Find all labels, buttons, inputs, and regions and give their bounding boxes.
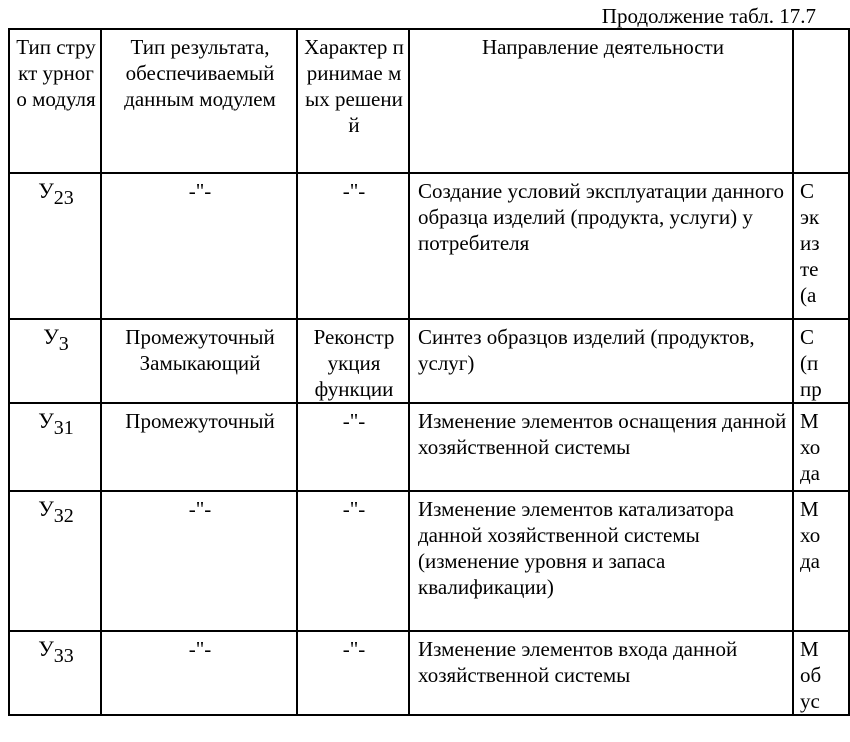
direction-cell: Синтез образцов изделий (продуктов, услуг) [409, 319, 793, 403]
direction-cell: Создание условий эксплуатации данного образца изделий (продукта, услуги) у потребителя [409, 173, 793, 319]
result-cell: -"- [101, 631, 297, 715]
table-container [8, 28, 828, 712]
character-cell: -"- [297, 491, 409, 631]
header-decision-character: Характер принимае мых решений [297, 29, 409, 173]
header-module-type: Тип структ урного модуля [9, 29, 101, 173]
table-row [9, 631, 849, 715]
header-activity-direction: Направление деятельности [409, 29, 793, 173]
direction-cell: Изменение элементов катализатора данной хозяйственной системы (изменение уровня и запаса квалификации) [409, 491, 793, 631]
module-code: $У_{33}$ [9, 631, 101, 715]
result-cell: -"- [101, 173, 297, 319]
character-cell: Реконстр укция функции [297, 319, 409, 403]
header-result-type: Тип результата, обеспечиваемый данным модулем [101, 29, 297, 173]
table-caption: Продолжение табл. 17.7 [601, 4, 816, 28]
result-cell: Промежуточный Замыкающий [101, 319, 297, 403]
character-cell: -"- [297, 173, 409, 319]
table-row [9, 173, 849, 319]
table-row [9, 319, 849, 403]
table-row [9, 491, 849, 631]
module-code: $У_{31}$ [9, 403, 101, 491]
result-cell: -"- [101, 491, 297, 631]
table-header-row [9, 29, 849, 173]
header-last-column [793, 29, 849, 173]
direction-cell: Изменение элементов входа данной хозяйственной системы [409, 631, 793, 715]
module-code: $У_{23}$ [9, 173, 101, 319]
character-cell: -"- [297, 403, 409, 491]
last-cell: М об ус [793, 631, 849, 715]
module-code: $У_3$ [9, 319, 101, 403]
direction-cell: Изменение элементов оснащения данной хозяйственной системы [409, 403, 793, 491]
module-code: $У_{32}$ [9, 491, 101, 631]
character-cell: -"- [297, 631, 409, 715]
result-cell: Промежуточный [101, 403, 297, 491]
last-cell: С эк из те (а [793, 173, 849, 319]
last-cell: С (п пр [793, 319, 849, 403]
data-table [8, 28, 850, 716]
last-cell: М хо да [793, 403, 849, 491]
table-row [9, 403, 849, 491]
last-cell: М хо да [793, 491, 849, 631]
